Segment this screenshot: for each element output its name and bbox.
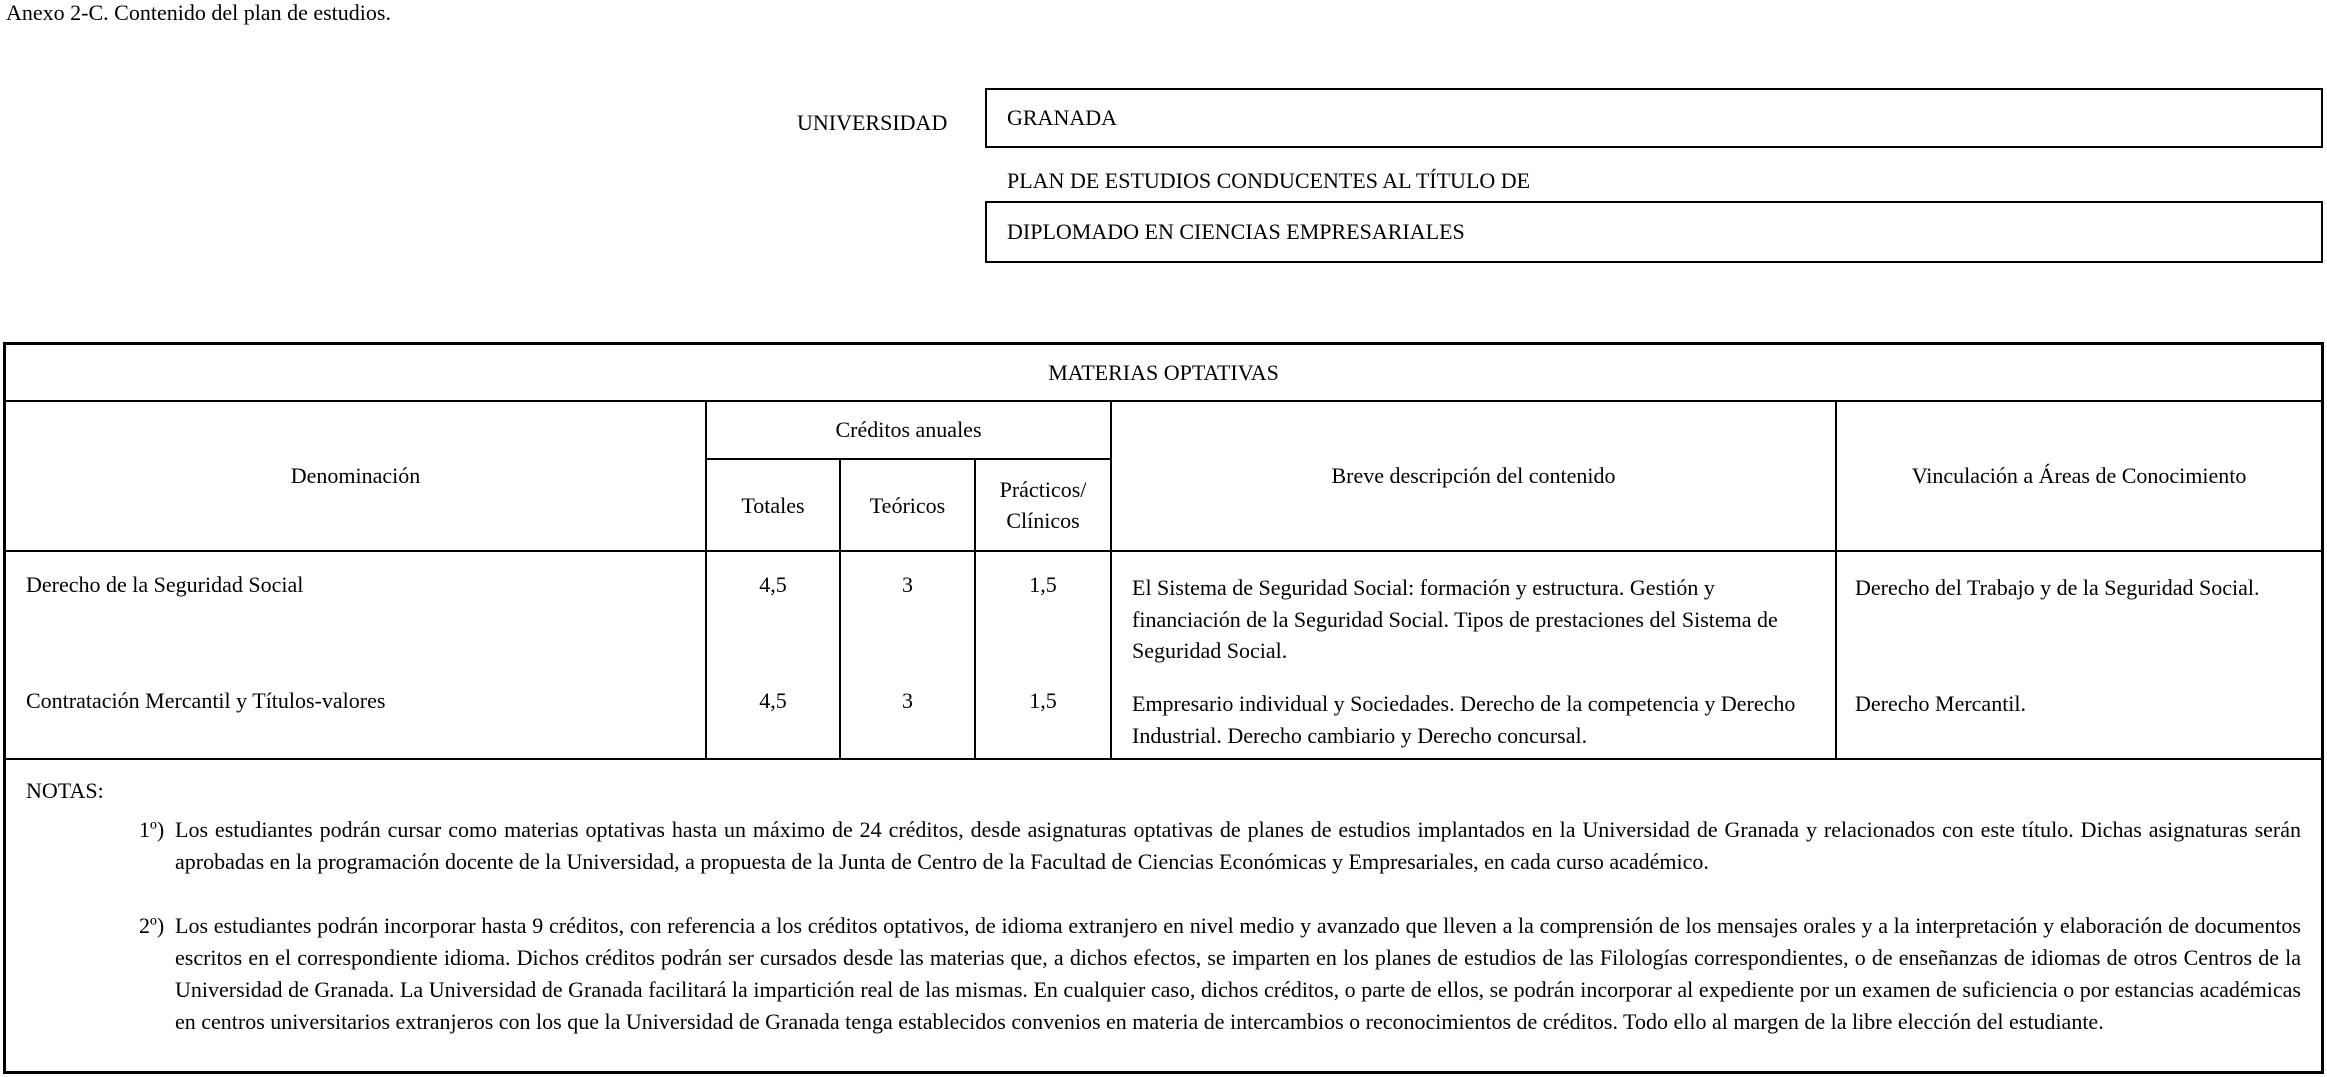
annex-title: Anexo 2-C. Contenido del plan de estudios. — [6, 0, 391, 25]
row-teoricos: 3 — [840, 682, 975, 759]
row-vinculacion: Derecho Mercantil. — [1836, 682, 2321, 759]
table-title: MATERIAS OPTATIVAS — [6, 345, 2321, 401]
note-number: 2º) — [139, 913, 165, 938]
row-denominacion: Derecho de la Seguridad Social — [6, 551, 706, 682]
header-descripcion: Breve descripción del contenido — [1111, 401, 1836, 551]
note-number: 1º) — [139, 817, 165, 842]
optional-subjects-table — [6, 345, 2321, 760]
header-practicos: Prácticos/ Clínicos — [975, 459, 1111, 551]
university-box — [985, 88, 2323, 148]
row-descripcion: El Sistema de Seguridad Social: formación y estructura. Gestión y financiación de la Seguridad Social. Tipos de prestaciones del Sistema de Seguridad Social. — [1111, 551, 1836, 682]
plan-label: PLAN DE ESTUDIOS CONDUCENTES AL TÍTULO DE — [1007, 168, 1531, 193]
table-row — [6, 682, 2321, 759]
row-practicos: 1,5 — [975, 682, 1111, 759]
row-descripcion: Empresario individual y Sociedades. Derecho de la competencia y Derecho Industrial. Derecho cambiario y Derecho concursal. — [1111, 682, 1836, 759]
note-text: Los estudiantes podrán incorporar hasta 9 créditos, con referencia a los créditos optativos, de idioma extranjero en nivel medio y avanzado que lleven a la comprensión de los mensajes orales y a la interpretación y elaboración de documentos escritos en el correspondiente idioma. Dichos créditos podrán ser cursados desde las materias que, a dichos efectos, se imparten en los planes de estudios de las Filologías correspondientes, o de enseñanzas de idiomas de otros Centros de la Universidad de Granada. La Universidad de Granada facilitará la impartición real de las mismas. En cualquier caso, dichos créditos, o parte de ellos, se podrán incorporar al expediente por un examen de suficiencia o por estancias académicas en centros universitarios extranjeros con los que la Universidad de Granada tenga establecidos convenios en materia de intercambios o reconocimientos de créditos. Todo ello al margen de la libre elección del estudiante. — [175, 913, 2301, 1034]
degree-title-box — [985, 201, 2323, 263]
note-item — [139, 814, 2301, 878]
university-value: GRANADA — [1007, 105, 1117, 130]
degree-title-value: DIPLOMADO EN CIENCIAS EMPRESARIALES — [1007, 219, 1465, 244]
header-totales: Totales — [706, 459, 840, 551]
university-label: UNIVERSIDAD — [797, 110, 948, 135]
header-creditos-anuales: Créditos anuales — [706, 401, 1111, 459]
header-denominacion: Denominación — [6, 401, 706, 551]
row-vinculacion: Derecho del Trabajo y de la Seguridad Social. — [1836, 551, 2321, 682]
notes-section — [6, 760, 2321, 1038]
row-totales: 4,5 — [706, 551, 840, 682]
notes-title: NOTAS: — [26, 778, 104, 803]
note-item — [139, 910, 2301, 1038]
row-denominacion: Contratación Mercantil y Títulos-valores — [6, 682, 706, 759]
header-vinculacion: Vinculación a Áreas de Conocimiento — [1836, 401, 2321, 551]
table-row — [6, 551, 2321, 682]
note-text: Los estudiantes podrán cursar como materias optativas hasta un máximo de 24 créditos, desde asignaturas optativas de planes de estudios implantados en la Universidad de Granada y relacionados con este título. Dichas asignaturas serán aprobadas en la programación docente de la Universidad, a propuesta de la Junta de Centro de la Facultad de Ciencias Económicas y Empresariales, en cada curso académico. — [175, 817, 2301, 874]
optional-subjects-panel — [3, 342, 2324, 1074]
row-totales: 4,5 — [706, 682, 840, 759]
row-practicos: 1,5 — [975, 551, 1111, 682]
row-teoricos: 3 — [840, 551, 975, 682]
header-teoricos: Teóricos — [840, 459, 975, 551]
